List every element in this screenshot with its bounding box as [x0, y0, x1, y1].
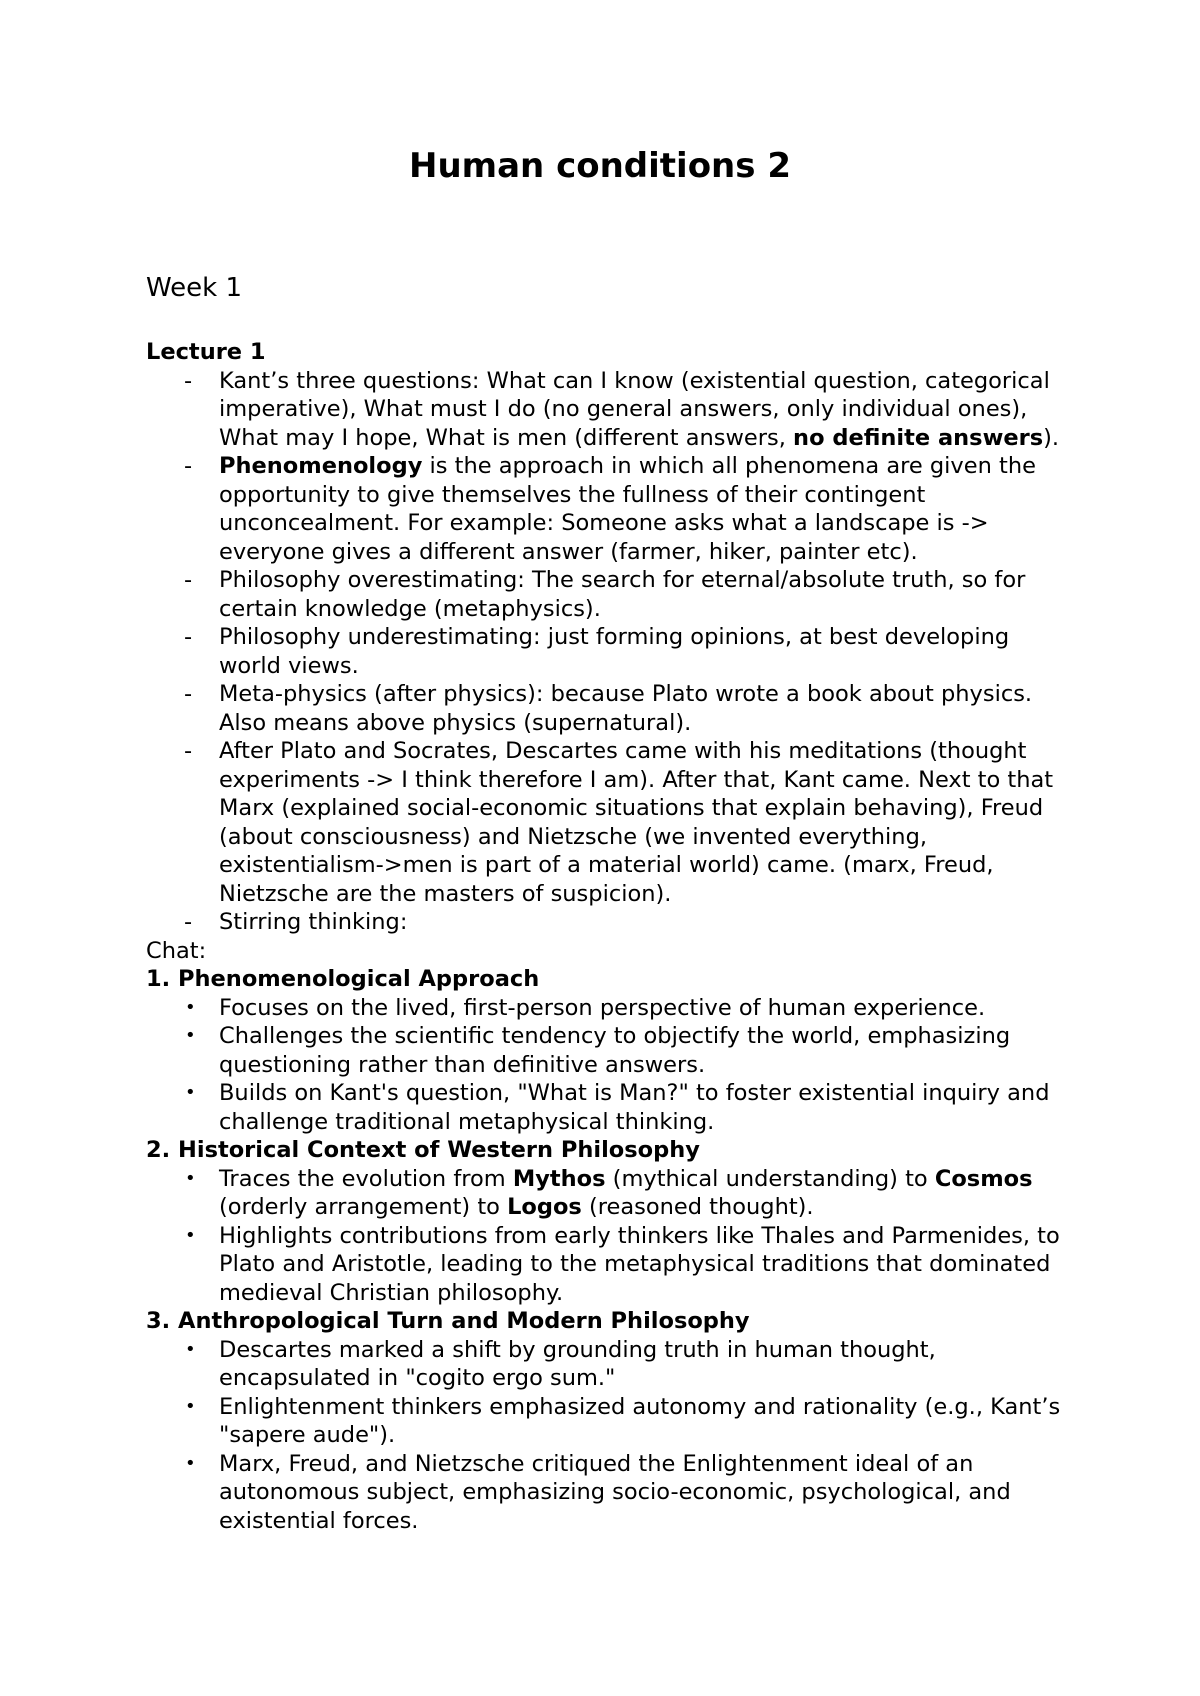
section-bullet-list [146, 994, 1076, 1137]
text-run: Philosophy underestimating: just forming opinions, at best developing world views. [219, 624, 1010, 679]
bullet-item [146, 1165, 1076, 1222]
bold-text: Phenomenology [219, 453, 423, 479]
list-marker: • [185, 1167, 196, 1189]
text-run: Meta-physics (after physics): because Plato wrote a book about physics. Also means above physics (supernatural). [219, 681, 1033, 736]
text-run: Highlights contributions from early thinkers like Thales and Parmenides, to Plato and Aristotle, leading to the metaphysical traditions that dominated medieval Christian philosophy. [219, 1222, 1060, 1306]
text-run: (mythical understanding) to [605, 1165, 935, 1192]
text-run: Stirring thinking: [219, 909, 408, 935]
lecture-note-item [146, 367, 1076, 453]
bullet-item [146, 1079, 1076, 1136]
list-marker: - [184, 681, 193, 707]
section-bullet-list [146, 1165, 1076, 1308]
list-marker: • [185, 1025, 196, 1046]
chat-label: Chat: [146, 937, 207, 964]
lecture-notes-list [146, 367, 1076, 937]
chat-section [146, 1136, 1076, 1307]
bullet-item [146, 1022, 1076, 1079]
text-run: Focuses on the lived, first-person perspective of human experience. [219, 994, 986, 1021]
text-run: ). [1043, 424, 1060, 451]
lecture-heading: Lecture 1 [146, 339, 266, 365]
list-marker: • [185, 1082, 196, 1103]
bold-text: Logos [507, 1194, 582, 1220]
section-heading: 3. Anthropological Turn and Modern Philosophy [146, 1308, 750, 1334]
lecture-note-item [146, 737, 1076, 908]
text-run: Marx, Freud, and Nietzsche critiqued the Enlightenment ideal of an autonomous subject, emphasizing socio-economic, psychological, and existential forces. [219, 1450, 1011, 1534]
list-marker: • [185, 1224, 196, 1246]
bullet-item [146, 994, 1076, 1023]
lecture-note-item [146, 623, 1076, 680]
bullet-item [146, 1393, 1076, 1450]
week-label: Week 1 [146, 273, 243, 303]
text-run: Philosophy overestimating: The search for eternal/absolute truth, so for certain knowledge (metaphysics). [219, 567, 1026, 622]
list-marker: - [184, 738, 193, 764]
text-run: Challenges the scientific tendency to objectify the world, emphasizing questioning rather than definitive answers. [219, 1023, 1011, 1078]
lecture-note-item [146, 908, 1076, 937]
bullet-item [146, 1222, 1076, 1308]
text-run: After Plato and Socrates, Descartes came with his meditations (thought experiments -> I think therefore I am). After that, Kant came. Next to that Marx (explained social-economic situations that explain behaving), Freud (about consciousness) and Nietzsche (we invented everything, existentialism->men is part of a material world) came. (marx, Freud, Nietzsche are the masters of suspicion). [219, 738, 1054, 907]
section-bullet-list [146, 1336, 1076, 1536]
text-run: Traces the evolution from [219, 1165, 513, 1192]
text-run: is the approach in which all phenomena are given the opportunity to give themselves the fullness of their contingent unconcealment. For example: Someone asks what a landscape is -> everyone gives a different answer (farmer, hiker, painter etc). [219, 453, 1036, 565]
list-marker: - [184, 367, 193, 394]
list-marker: • [185, 996, 196, 1018]
list-marker: - [184, 453, 193, 479]
lecture-note-item [146, 452, 1076, 566]
list-marker: • [185, 1395, 196, 1417]
chat-section [146, 1307, 1076, 1535]
bullet-item [146, 1336, 1076, 1393]
document-title: Human conditions 2 [409, 146, 791, 186]
bold-text: no definite answers [793, 424, 1044, 451]
list-marker: • [185, 1338, 196, 1360]
section-heading: 2. Historical Context of Western Philosophy [146, 1137, 700, 1163]
text-run: Kant’s three questions: What can I know (existential question, categorical imperative), What must I do (no general answers, only individual ones), What may I hope, What is men (different answers, [219, 367, 1050, 451]
text-run: Builds on Kant's question, "What is Man?" to foster existential inquiry and challenge traditional metaphysical thinking. [219, 1080, 1050, 1135]
section-heading: 1. Phenomenological Approach [146, 966, 540, 992]
text-run: Descartes marked a shift by grounding truth in human thought, encapsulated in "cogito ergo sum." [219, 1336, 936, 1391]
bold-text: Cosmos [934, 1165, 1033, 1192]
chat-sections [146, 965, 1076, 1535]
text-run: (orderly arrangement) to [219, 1194, 508, 1220]
chat-section [146, 965, 1076, 1136]
text-run: Enlightenment thinkers emphasized autonomy and rationality (e.g., Kant’s "sapere aude"). [219, 1393, 1061, 1448]
document-body [146, 338, 1076, 1535]
bullet-item [146, 1450, 1076, 1536]
text-run: (reasoned thought). [581, 1194, 814, 1220]
lecture-note-item [146, 566, 1076, 623]
list-marker: - [184, 624, 193, 650]
lecture-note-item [146, 680, 1076, 737]
bold-text: Mythos [512, 1165, 606, 1192]
list-marker: - [184, 567, 193, 593]
list-marker: • [185, 1452, 196, 1474]
list-marker: - [184, 909, 193, 935]
